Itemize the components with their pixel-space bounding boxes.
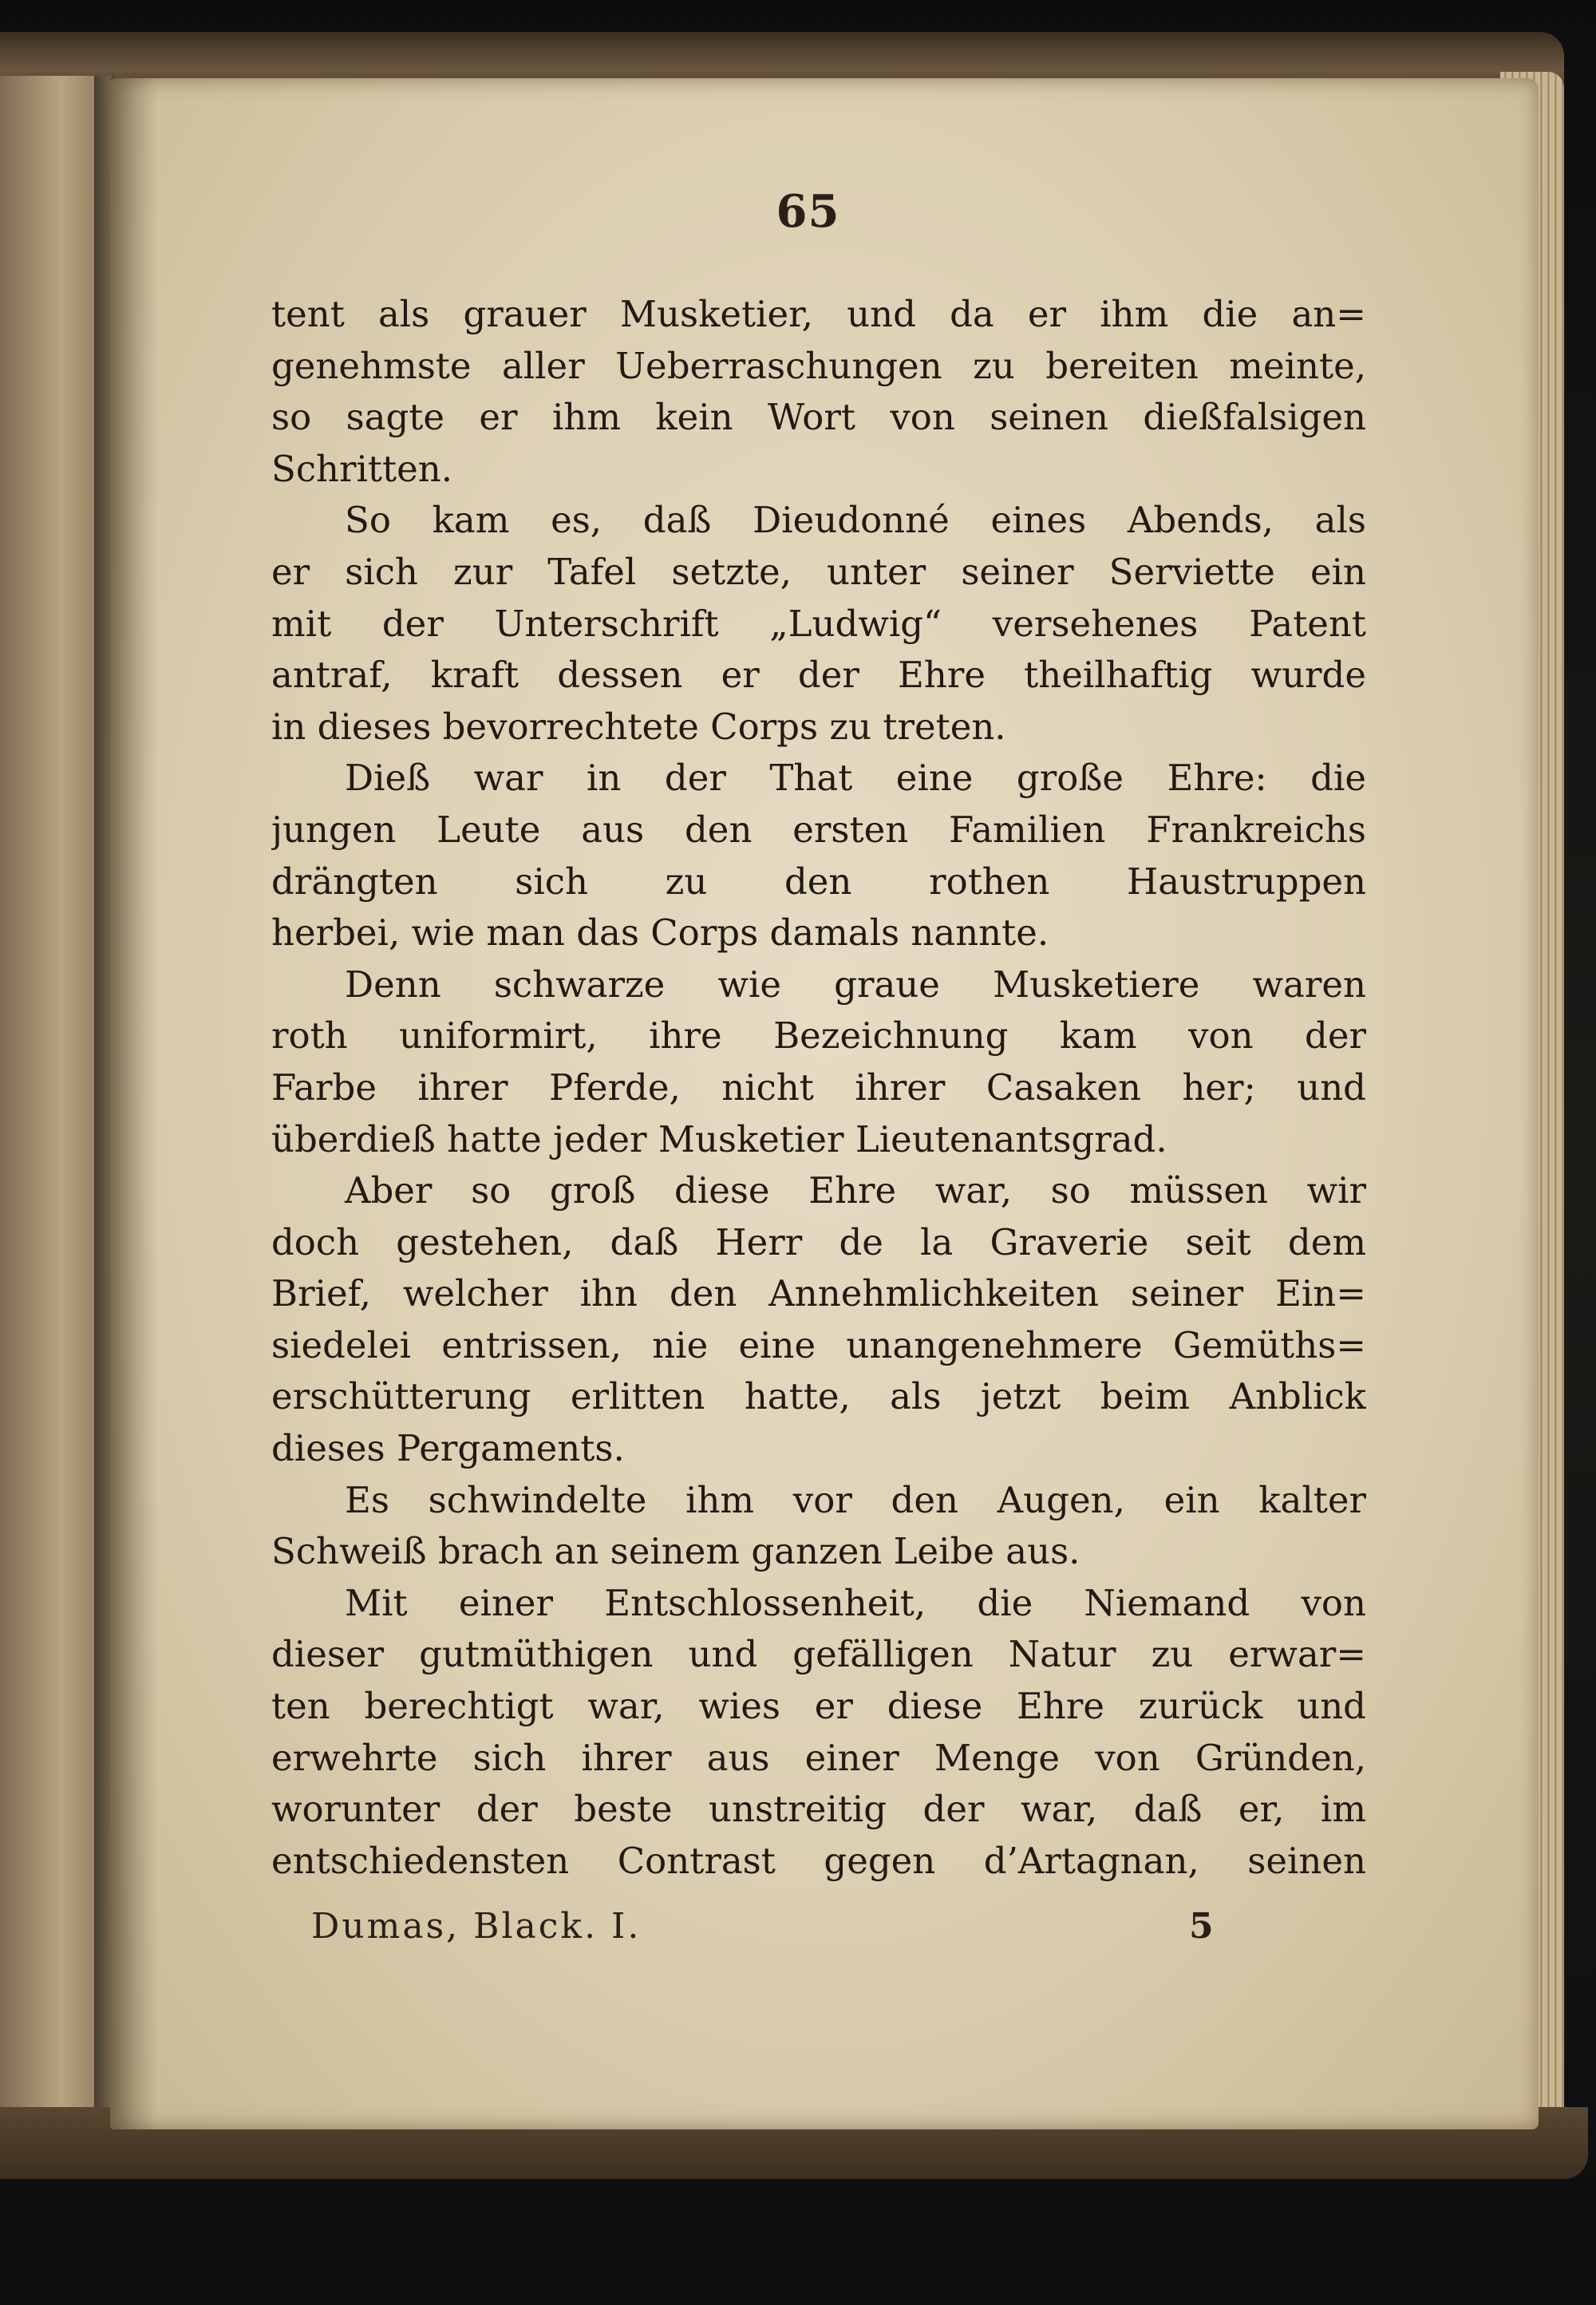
text-line: jungen Leute aus den ersten Familien Frankreichs [271,808,1366,851]
text-line: Schritten. [271,447,452,490]
text-line: genehmste aller Ueberraschungen zu bereiten meinte, [271,344,1366,387]
text-line: antraf, kraft dessen er der Ehre theilhaftig wurde [271,654,1366,697]
text-line: dieses Pergaments. [271,1427,625,1470]
body-text [271,289,1366,1887]
text-line: herbei, wie man das Corps damals nannte. [271,911,1049,955]
page-number: 65 [776,185,840,238]
text-line: mit der Unterschrift „Ludwig“ versehenes Patent [271,602,1366,645]
text-line: ten berechtigt war, wies er diese Ehre zurück und [271,1685,1366,1728]
text-line: Farbe ihrer Pferde, nicht ihrer Casaken her; und [271,1066,1366,1109]
text-line: Aber so groß diese Ehre war, so müssen wir [345,1169,1366,1212]
text-line: so sagte er ihm kein Wort von seinen dießfalsigen [271,396,1366,439]
text-line: dieser gutmüthigen und gefälligen Natur zu erwar= [271,1633,1366,1676]
page-footer [311,1906,1229,1962]
text-line: erwehrte sich ihrer aus einer Menge von Gründen, [271,1736,1366,1779]
text-line: Denn schwarze wie graue Musketiere waren [345,963,1366,1006]
text-line: siedelei entrissen, nie eine unangenehmere Gemüths= [271,1323,1366,1366]
text-line: in dieses bevorrechtete Corps zu treten. [271,705,1006,748]
printer-signature: Dumas, Black. I. [311,1906,642,1947]
text-line: So kam es, daß Dieudonné eines Abends, als [345,499,1366,542]
sheet-mark: 5 [1189,1906,1214,1947]
text-line: worunter der beste unstreitig der war, daß er, im [271,1788,1366,1831]
text-line: er sich zur Tafel setzte, unter seiner Serviette ein [271,550,1366,593]
text-line: Schweiß brach an seinem ganzen Leibe aus. [271,1530,1080,1573]
text-line: Es schwindelte ihm vor den Augen, ein kalter [345,1478,1366,1521]
text-line: Brief, welcher ihn den Annehmlichkeiten seiner Ein= [271,1272,1366,1315]
text-line: erschütterung erlitten hatte, als jetzt beim Anblick [271,1375,1366,1418]
text-line: drängten sich zu den rothen Haustruppen [271,860,1366,903]
text-line: entschiedensten Contrast gegen d’Artagnan, seinen [271,1839,1366,1882]
text-line: roth uniformirt, ihre Bezeichnung kam von der [271,1014,1366,1058]
text-line: doch gestehen, daß Herr de la Graverie seit dem [271,1220,1366,1263]
text-line: Dieß war in der That eine große Ehre: die [345,757,1366,800]
text-line: Mit einer Entschlossenheit, die Niemand von [345,1581,1366,1624]
text-line: überdieß hatte jeder Musketier Lieutenantsgrad. [271,1117,1167,1160]
text-line: tent als grauer Musketier, und da er ihm die an= [271,293,1366,335]
